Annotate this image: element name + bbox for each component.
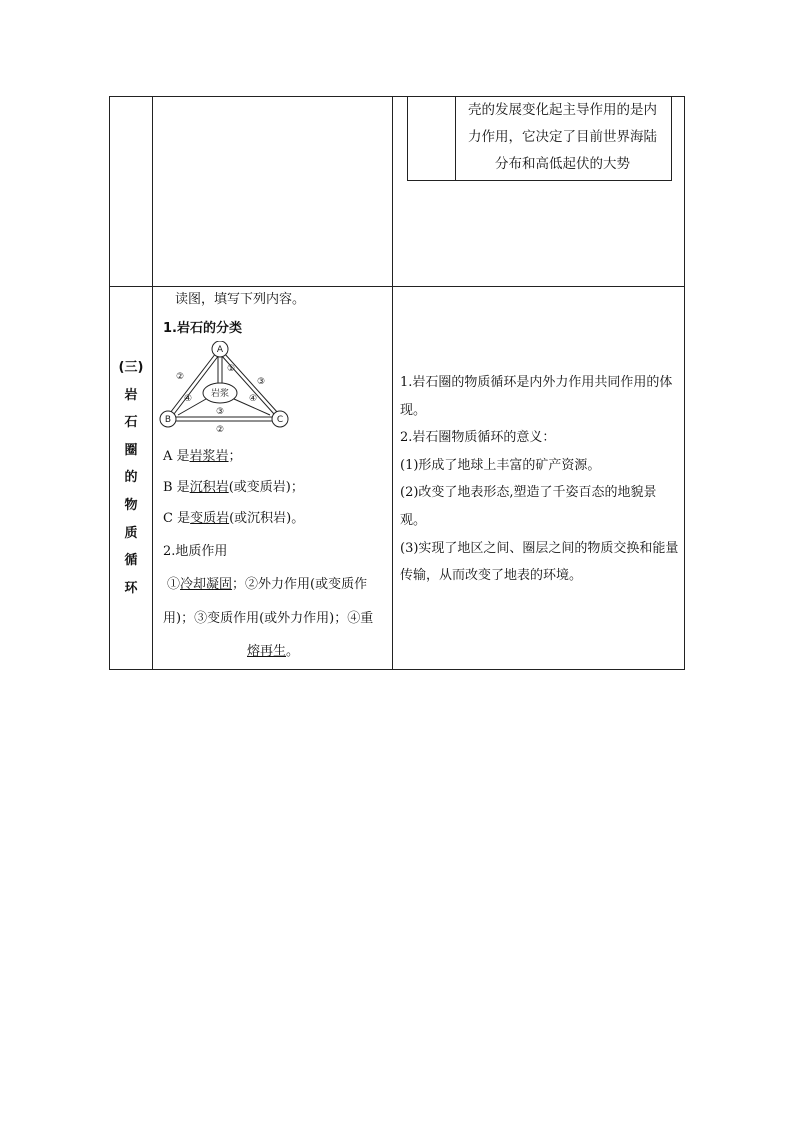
classify-b-prefix: B 是 — [163, 480, 190, 495]
section-title-char: 石 — [124, 415, 138, 431]
label-bc-outer: ② — [215, 425, 225, 435]
magma-label: 岩浆 — [210, 389, 230, 399]
classify-b — [163, 476, 304, 495]
column-divider-2 — [392, 97, 393, 669]
classify-a-prefix: A 是 — [163, 449, 190, 464]
label-ab-inner: ④ — [183, 394, 193, 404]
label-a-center: ① — [226, 364, 236, 374]
section-title-char: 环 — [124, 580, 138, 596]
section-title-char: 岩 — [124, 387, 138, 403]
process-line-3 — [247, 640, 299, 659]
heading-rock-classification: 1.岩石的分类 — [163, 321, 242, 336]
answer-process-4: 熔再生 — [247, 644, 287, 659]
process-line-1-rest: ；②外力作用(或变质作 — [232, 577, 368, 592]
classify-b-suffix: (或变质岩)； — [228, 480, 304, 495]
label-ac-inner: ④ — [248, 394, 258, 404]
edge-ac-outer — [224, 353, 278, 413]
node-b-label: B — [164, 415, 172, 425]
heading-geological-processes: 2.地质作用 — [163, 544, 228, 559]
process-1-num: ① — [167, 577, 181, 592]
node-a-label: A — [216, 345, 224, 355]
content-table — [109, 96, 685, 670]
process-line-3-end: 。 — [286, 644, 300, 659]
column-divider-1 — [152, 97, 153, 669]
section-title-char: 物 — [124, 497, 138, 513]
inner-note-line-1: 壳的发展变化起主导作用的是内 — [468, 102, 657, 118]
label-bc-inner: ③ — [215, 407, 225, 417]
classify-c-prefix: C 是 — [163, 511, 191, 526]
inner-note-line-2: 力作用，它决定了目前世界海陆 — [468, 129, 657, 145]
section-title-char: 质 — [124, 525, 138, 541]
process-line-1 — [167, 573, 367, 592]
label-ac-outer: ③ — [256, 377, 266, 387]
process-line-2: 用)；③变质作用(或外力作用)；④重 — [163, 611, 374, 626]
row-divider — [110, 286, 684, 287]
node-c-label: C — [276, 415, 284, 425]
label-ab-outer: ② — [175, 372, 185, 382]
section-title-char: 循 — [124, 553, 138, 569]
explanation-para-1: 1.岩石圈的物质循环是内外力作用共同作用的体现。 — [400, 375, 673, 418]
inner-note-separator — [455, 97, 456, 180]
inner-note-text — [458, 97, 667, 178]
answer-a: 岩浆岩 — [189, 449, 229, 464]
section-title-char: (三) — [118, 360, 144, 375]
inner-note-box — [407, 97, 672, 181]
rock-cycle-diagram — [158, 341, 294, 437]
answer-process-1: 冷却凝固 — [180, 577, 233, 592]
explanation-para-3: (1)形成了地球上丰富的矿产资源。 — [400, 457, 601, 473]
explanation-para-4: (2)改变了地表形态,塑造了千姿百态的地貌景观。 — [400, 485, 657, 528]
section-title-char: 的 — [124, 470, 138, 486]
edge-ab-outer — [170, 353, 216, 413]
intro-text: 读图，填写下列内容。 — [175, 292, 306, 307]
classify-a — [163, 445, 242, 464]
classify-c — [163, 507, 304, 526]
classify-a-suffix: ； — [228, 449, 242, 464]
section-title — [110, 354, 152, 602]
inner-note-line-3: 分布和高低起伏的大势 — [495, 156, 630, 172]
classify-c-suffix: (或沉积岩)。 — [229, 511, 305, 526]
answer-b: 沉积岩 — [189, 480, 229, 495]
explanation-column — [400, 369, 680, 590]
answer-c: 变质岩 — [190, 511, 230, 526]
explanation-para-2: 2.岩石圈物质循环的意义： — [400, 430, 556, 446]
section-title-char: 圈 — [124, 442, 138, 458]
explanation-para-5: (3)实现了地区之间、圈层之间的物质交换和能量传输，从而改变了地表的环境。 — [400, 540, 679, 584]
